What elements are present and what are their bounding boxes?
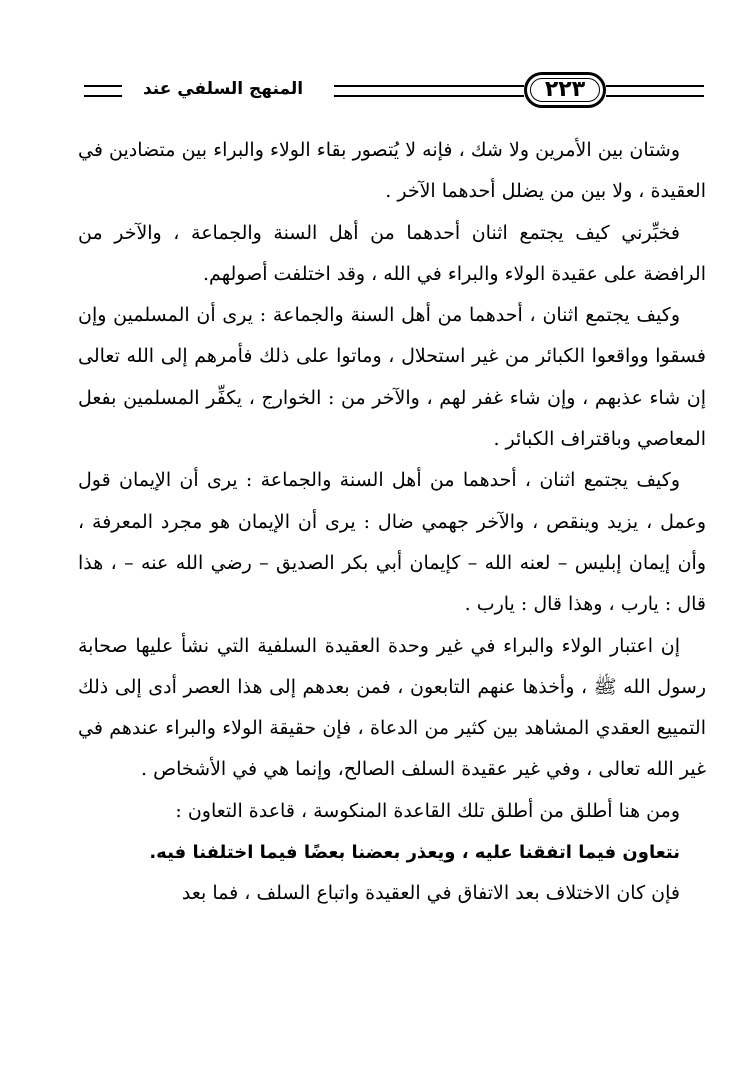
paragraph-4: وكيف يجتمع اثنان ، أحدهما من أهل السنة والجماعة : يرى أن الإيمان قول وعمل ، يزيد وينقص ، والآخر جهمي ضال : يرى أن الإيمان هو مجرد المعرفة ، وأن إيمان إبليس – لعنه الله – كإيمان أبي بكر الصديق – رضي الله عنه – ، هذا قال : يارب ، وهذا قال : يارب . xyxy=(78,469,706,616)
body-text xyxy=(78,130,706,915)
paragraph-5: إن اعتبار الولاء والبراء في غير وحدة العقيدة السلفية التي نشأ عليها صحابة رسول الله ﷺ ، وأخذها عنهم التابعون ، فمن بعدهم إلى هذا العصر أدى إلى ذلك التمييع العقدي المشاهد بين كثير من الدعاة ، فإن حقيقة الولاء والبراء عندهم في غير الله تعالى ، وفي غير عقيدة السلف الصالح، وإنما هي في الأشخاص . xyxy=(78,634,706,781)
paragraph-2: فخبِّرني كيف يجتمع اثنان أحدهما من أهل السنة والجماعة ، والآخر من الرافضة على عقيدة الولاء والبراء في الله ، وقد اختلفت أصولهم. xyxy=(78,221,706,285)
paragraph-7-rule: نتعاون فيما اتفقنا عليه ، ويعذر بعضنا بعضًا فيما اختلفنا فيه. xyxy=(149,842,680,864)
header-rule-right xyxy=(606,85,704,97)
paragraph-3: وكيف يجتمع اثنان ، أحدهما من أهل السنة والجماعة : يرى أن المسلمين وإن فسقوا وواقعوا الكبائر من غير استحلال ، وماتوا على ذلك فأمرهم إلى الله تعالى إن شاء عذبهم ، وإن شاء غفر لهم ، والآخر من : الخوارج ، يكفِّر المسلمين بفعل المعاصي وباقتراف الكبائر . xyxy=(78,304,706,451)
paragraph-1: وشتان بين الأمرين ولا شك ، فإنه لا يُتصور بقاء الولاء والبراء بين متضادين في العقيدة ، ولا بين من يضلل أحدهما الآخر . xyxy=(78,139,706,203)
header-title: المنهج السلفي عند xyxy=(126,74,320,104)
page-number: ٢٢٣ xyxy=(524,72,606,108)
paragraph-8: فإن كان الاختلاف بعد الاتفاق في العقيدة واتباع السلف ، فما بعد xyxy=(181,882,680,905)
page-header xyxy=(84,72,704,112)
header-rule-left xyxy=(84,85,122,97)
header-rule-middle xyxy=(334,85,524,97)
paragraph-6: ومن هنا أطلق من أطلق تلك القاعدة المنكوسة ، قاعدة التعاون : xyxy=(175,799,680,822)
